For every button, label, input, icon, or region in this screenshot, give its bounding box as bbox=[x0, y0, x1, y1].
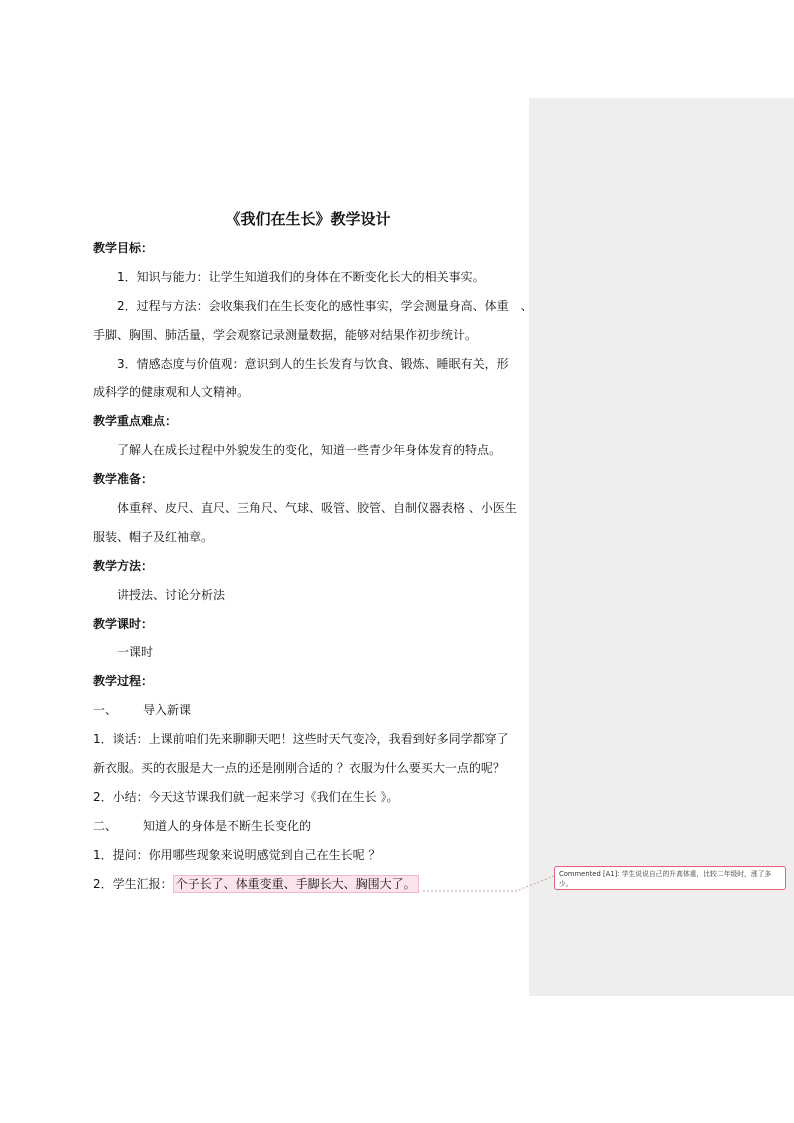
methods-text: 讲授法、讨论分析法 bbox=[117, 587, 226, 602]
process-item-cont: 新衣服。买的衣服是大一点的还是刚刚合适的 ？衣服为什么要买大一点的呢？ bbox=[93, 761, 505, 776]
process-item: 1．提问：你用哪些现象来说明感觉到自己在生长呢 ？ bbox=[93, 847, 381, 862]
document-title: 《我们在生长》教学设计 bbox=[225, 210, 391, 228]
section-title: 知道人的身体是不断生长变化的 bbox=[143, 818, 312, 833]
section-title: 导入新课 bbox=[143, 703, 192, 718]
process-item: 2．小结：今天这节课我们就一起来学习《我们在生长 》。 bbox=[93, 789, 399, 804]
objective-item: 3．情感态度与价值观：意识到人的生长发育与饮食、锻炼、睡眠有关，形 bbox=[117, 356, 509, 371]
key-points-heading: 教学重点难点： bbox=[93, 414, 178, 429]
comment-pane bbox=[529, 98, 794, 996]
section-number: 二、 bbox=[93, 818, 118, 833]
section-number: 一、 bbox=[93, 703, 118, 718]
document-body bbox=[93, 205, 533, 898]
preparation-text: 体重秤、皮尺、直尺、三角尺、气球、吸管、胶管、自制仪器表格 、小医生 bbox=[117, 501, 517, 516]
section-1-heading bbox=[93, 696, 523, 725]
section-2-heading bbox=[93, 812, 523, 841]
comment-text: 学生说说自己的升高体重，比较二年级时，涨了多少。 bbox=[559, 870, 772, 888]
process-item bbox=[93, 870, 523, 899]
objective-item-cont: 手脚、胸围、肺活量，学会观察记录测量数据，能够对结果作初步统计。 bbox=[93, 327, 478, 342]
commented-text-highlight[interactable]: 个子长了、体重变重、手脚长大、胸围大了。 bbox=[173, 875, 419, 893]
comment-balloon[interactable] bbox=[554, 866, 786, 890]
comment-label: Commented [A1]: bbox=[559, 870, 620, 878]
key-points-text: 了解人在成长过程中外貌发生的变化，知道一些青少年身体发育的特点。 bbox=[117, 443, 502, 458]
hours-text: 一课时 bbox=[117, 645, 154, 660]
process-item: 1．谈话：上课前咱们先来聊聊天吧！这些时天气变冷，我看到好多同学都穿了 bbox=[93, 732, 509, 747]
process-heading: 教学过程： bbox=[93, 674, 154, 689]
objectives-heading: 教学目标： bbox=[93, 241, 154, 255]
preparation-text-cont: 服装、帽子及红袖章。 bbox=[93, 529, 214, 544]
objective-item: 1．知识与能力：让学生知道我们的身体在不断变化长大的相关事实。 bbox=[117, 269, 485, 284]
methods-heading: 教学方法： bbox=[93, 558, 154, 573]
objective-item-cont: 成科学的健康观和人文精神。 bbox=[93, 385, 250, 400]
objective-item: 2．过程与方法：会收集我们在生长变化的感性事实，学会测量身高、体重 、 bbox=[117, 298, 533, 313]
item-prefix: 2．学生汇报： bbox=[93, 876, 173, 891]
preparation-heading: 教学准备： bbox=[93, 472, 154, 487]
hours-heading: 教学课时： bbox=[93, 616, 154, 631]
